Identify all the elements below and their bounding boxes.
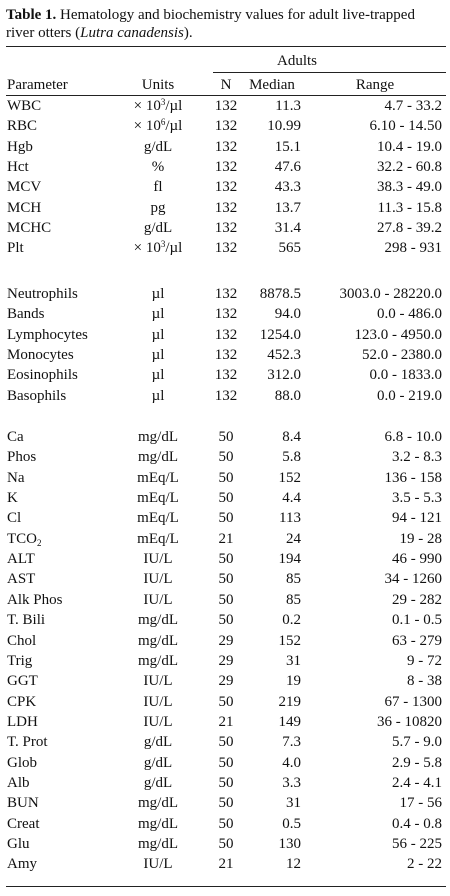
table-row [0, 611, 450, 630]
range-cell: 0.4 - 0.8 [392, 815, 442, 832]
range-cell: 0.0 - 486.0 [377, 306, 442, 323]
parameter-cell: MCHC [7, 220, 52, 237]
range-cell: 4.7 - 33.2 [384, 98, 442, 114]
units-cell: mg/dL [138, 429, 178, 445]
table-row [0, 693, 450, 712]
table-row [0, 550, 450, 569]
units-cell: mg/dL [138, 449, 178, 466]
table-row [0, 733, 450, 752]
parameter-cell: Lymphocytes [7, 326, 88, 343]
n-cell: 50 [218, 612, 234, 629]
header-range: Range [355, 77, 395, 93]
parameter-cell: Creat [7, 815, 40, 832]
median-cell: 24 [286, 530, 301, 547]
parameter-cell: MCV [7, 179, 42, 196]
median-cell: 88.0 [274, 387, 301, 404]
units-cell: µl [151, 367, 165, 384]
range-cell: 94 - 121 [392, 510, 442, 527]
n-cell: 21 [218, 713, 234, 730]
n-cell: 50 [218, 469, 234, 486]
range-cell: 63 - 279 [392, 632, 442, 649]
range-cell: 46 - 990 [392, 551, 442, 568]
median-cell: 1254.0 [259, 326, 301, 343]
table-row [0, 632, 450, 651]
table-row [0, 815, 450, 834]
range-cell: 298 - 931 [384, 240, 442, 257]
table-caption [6, 6, 446, 42]
header-units: Units [141, 77, 175, 93]
n-cell: 50 [218, 774, 234, 791]
table-row [0, 448, 450, 467]
table-row [0, 285, 450, 304]
parameter-cell: ALT [7, 551, 35, 568]
n-cell: 50 [218, 571, 234, 588]
parameter-cell: Ca [7, 429, 24, 445]
n-cell: 50 [218, 693, 234, 710]
range-cell: 6.10 - 14.50 [369, 118, 442, 135]
range-cell: 2.9 - 5.8 [392, 754, 442, 771]
table-row [0, 97, 450, 116]
parameter-cell: Glob [7, 754, 37, 771]
n-cell: 132 [214, 286, 238, 302]
median-cell: 130 [278, 836, 301, 852]
n-cell: 132 [214, 367, 238, 384]
table-row [0, 219, 450, 238]
range-cell: 36 - 10820 [377, 713, 442, 730]
n-cell: 50 [218, 836, 234, 852]
units-cell: g/dL [143, 220, 173, 237]
table-label: Table 1. [6, 7, 57, 23]
parameter-cell: LDH [7, 713, 38, 730]
parameter-cell: MCH [7, 199, 42, 216]
table-row [0, 239, 450, 258]
parameter-cell: Cl [7, 510, 22, 527]
n-cell: 50 [218, 815, 234, 832]
units-cell: × $10^3/\mu l$ [133, 239, 183, 257]
parameter-cell: Monocytes [7, 347, 74, 364]
units-cell: mg/dL [138, 652, 178, 669]
parameter-cell: Plt [7, 240, 24, 257]
n-cell: 50 [218, 734, 234, 751]
range-cell: 11.3 - 15.8 [377, 199, 442, 216]
median-cell: 219 [278, 693, 301, 710]
units-cell: g/dL [143, 774, 173, 791]
n-cell: 132 [214, 159, 238, 176]
table-row [0, 530, 450, 549]
header-median: Median [249, 77, 295, 93]
units-cell: mg/dL [138, 815, 178, 832]
units-cell: g/dL [143, 734, 173, 751]
parameter-cell: AST [7, 571, 36, 588]
median-cell: 194 [278, 551, 301, 568]
units-cell: mg/dL [138, 612, 178, 629]
range-cell: 29 - 282 [392, 591, 442, 608]
n-cell: 50 [218, 490, 234, 507]
median-cell: 4.0 [282, 754, 301, 771]
parameter-cell: Amy [7, 856, 37, 873]
median-cell: 85 [286, 591, 301, 608]
header-adults: Adults [276, 53, 318, 69]
table-row [0, 469, 450, 488]
range-cell: 6.8 - 10.0 [384, 429, 442, 445]
n-cell: 50 [218, 591, 234, 608]
bottom-rule [6, 886, 446, 887]
table-row [0, 652, 450, 671]
parameter-cell: K [7, 490, 18, 507]
parameter-cell: Hgb [7, 138, 33, 155]
range-cell: 27.8 - 39.2 [377, 220, 442, 237]
n-cell: 132 [214, 179, 238, 196]
units-cell: mEq/L [137, 510, 179, 527]
range-cell: 2.4 - 4.1 [392, 774, 442, 791]
header-rule [6, 95, 446, 96]
units-cell: % [151, 159, 165, 176]
table-row [0, 774, 450, 793]
units-cell: mEq/L [137, 469, 179, 486]
range-cell: 32.2 - 60.8 [377, 159, 442, 176]
median-cell: 0.5 [282, 815, 301, 832]
parameter-cell: Bands [7, 306, 45, 323]
parameter-cell: Na [7, 469, 25, 486]
table-row [0, 794, 450, 813]
n-cell: 132 [214, 118, 238, 135]
table-row [0, 305, 450, 324]
median-cell: 152 [278, 632, 301, 649]
table-row [0, 138, 450, 157]
units-cell: µl [151, 387, 165, 404]
table-row [0, 713, 450, 732]
table-row [0, 570, 450, 589]
parameter-cell: Trig [7, 652, 33, 669]
n-cell: 50 [218, 429, 234, 445]
median-cell: 8.4 [282, 429, 301, 445]
table-row [0, 855, 450, 874]
units-cell: IU/L [143, 591, 173, 608]
header-parameter: Parameter [7, 77, 68, 93]
n-cell: 132 [214, 220, 238, 237]
caption-text: Hematology and biochemistry values for adult live-trapped river otters ( [6, 7, 415, 41]
units-cell: mEq/L [137, 490, 179, 507]
caption-species: Lutra canadensis [80, 25, 184, 41]
n-cell: 50 [218, 510, 234, 527]
median-cell: 43.3 [274, 179, 301, 196]
units-cell: µl [151, 306, 165, 323]
parameter-cell: Basophils [7, 387, 67, 404]
median-cell: 13.7 [274, 199, 301, 216]
n-cell: 132 [214, 240, 238, 257]
units-cell: mg/dL [138, 836, 178, 852]
median-cell: 47.6 [274, 159, 301, 176]
median-cell: 113 [279, 510, 301, 527]
parameter-cell: T. Prot [7, 734, 48, 751]
n-cell: 50 [218, 449, 234, 466]
range-cell: 2 - 22 [407, 856, 442, 873]
units-cell: × $10^6/\mu l$ [133, 117, 183, 135]
median-cell: 12 [286, 856, 301, 873]
n-cell: 132 [214, 387, 238, 404]
parameter-cell: Phos [7, 449, 37, 466]
table-row [0, 326, 450, 345]
n-cell: 132 [214, 306, 238, 323]
units-cell: g/dL [143, 754, 173, 771]
median-cell: 7.3 [282, 734, 301, 751]
table-row [0, 591, 450, 610]
parameter-cell: Neutrophils [7, 286, 78, 302]
median-cell: 149 [278, 713, 301, 730]
units-cell: mEq/L [137, 530, 179, 547]
units-cell: IU/L [143, 551, 173, 568]
median-cell: 19 [286, 673, 301, 690]
range-cell: 19 - 28 [399, 530, 442, 547]
units-cell: IU/L [143, 571, 173, 588]
range-cell: 67 - 1300 [384, 693, 442, 710]
range-cell: 52.0 - 2380.0 [362, 347, 442, 364]
n-cell: 132 [214, 199, 238, 216]
range-cell: 3.2 - 8.3 [392, 449, 442, 466]
top-rule [6, 46, 446, 47]
n-cell: 21 [218, 530, 234, 547]
range-cell: 34 - 1260 [384, 571, 442, 588]
n-cell: 132 [214, 98, 238, 114]
units-cell: IU/L [143, 673, 173, 690]
range-cell: 56 - 225 [392, 836, 442, 852]
range-cell: 0.0 - 1833.0 [369, 367, 442, 384]
parameter-cell: T. Bili [7, 612, 46, 629]
parameter-cell: Eosinophils [7, 367, 78, 384]
median-cell: 8878.5 [259, 286, 301, 302]
median-cell: 31 [286, 652, 301, 669]
n-cell: 21 [218, 856, 234, 873]
n-cell: 132 [214, 347, 238, 364]
range-cell: 10.4 - 19.0 [377, 138, 442, 155]
median-cell: 312.0 [267, 367, 301, 384]
median-cell: 11.3 [275, 98, 301, 114]
header-n: N [220, 77, 232, 93]
range-cell: 9 - 72 [407, 652, 442, 669]
table-row [0, 509, 450, 528]
units-cell: pg [150, 199, 166, 216]
median-cell: 4.4 [282, 490, 301, 507]
table-row [0, 672, 450, 691]
parameter-cell: Glu [7, 836, 30, 852]
table-row [0, 366, 450, 385]
n-cell: 50 [218, 795, 234, 812]
parameter-cell: Hct [7, 159, 29, 176]
median-cell: 452.3 [267, 347, 301, 364]
median-cell: 0.2 [282, 612, 301, 629]
range-cell: 17 - 56 [399, 795, 442, 812]
n-cell: 132 [214, 138, 238, 155]
units-cell: mg/dL [138, 632, 178, 649]
units-cell: IU/L [143, 693, 173, 710]
median-cell: 94.0 [274, 306, 301, 323]
median-cell: 15.1 [274, 138, 301, 155]
table-row [0, 199, 450, 218]
n-cell: 29 [218, 652, 234, 669]
median-cell: 31 [286, 795, 301, 812]
units-cell: IU/L [143, 713, 173, 730]
units-cell: µl [151, 286, 165, 302]
table-row [0, 835, 450, 854]
parameter-cell: CPK [7, 693, 37, 710]
range-cell: 3003.0 - 28220.0 [339, 286, 442, 302]
n-cell: 29 [218, 673, 234, 690]
median-cell: 10.99 [267, 118, 301, 135]
table-row [0, 489, 450, 508]
units-cell: g/dL [143, 138, 173, 155]
table-row [0, 158, 450, 177]
median-cell: 5.8 [282, 449, 301, 466]
range-cell: 38.3 - 49.0 [377, 179, 442, 196]
n-cell: 132 [214, 326, 238, 343]
units-cell: IU/L [143, 856, 173, 873]
median-cell: 85 [286, 571, 301, 588]
range-cell: 3.5 - 5.3 [392, 490, 442, 507]
parameter-cell: Chol [7, 632, 37, 649]
table-row [0, 387, 450, 406]
parameter-cell: Alk Phos [7, 591, 63, 608]
table-row [0, 178, 450, 197]
range-cell: 136 - 158 [384, 469, 442, 486]
units-cell: × $10^3/\mu l$ [133, 97, 183, 114]
median-cell: 3.3 [282, 774, 301, 791]
parameter-cell: $TCO_2$ [7, 530, 42, 548]
units-cell: mg/dL [138, 795, 178, 812]
units-cell: µl [151, 326, 165, 343]
range-cell: 0.1 - 0.5 [392, 612, 442, 629]
range-cell: 8 - 38 [407, 673, 442, 690]
caption-close: ). [183, 25, 193, 41]
parameter-cell: RBC [7, 118, 38, 135]
parameter-cell: WBC [7, 98, 42, 114]
parameter-cell: GGT [7, 673, 38, 690]
table-row [0, 754, 450, 773]
group-rule [213, 72, 446, 73]
parameter-cell: BUN [7, 795, 39, 812]
table-row [0, 117, 450, 136]
n-cell: 50 [218, 551, 234, 568]
range-cell: 0.0 - 219.0 [377, 387, 442, 404]
range-cell: 5.7 - 9.0 [392, 734, 442, 751]
table-row [0, 346, 450, 365]
units-cell: fl [153, 179, 163, 196]
table-row [0, 428, 450, 447]
n-cell: 50 [218, 754, 234, 771]
median-cell: 31.4 [274, 220, 301, 237]
units-cell: µl [151, 347, 165, 364]
parameter-cell: Alb [7, 774, 30, 791]
n-cell: 29 [218, 632, 234, 649]
median-cell: 152 [278, 469, 301, 486]
median-cell: 565 [278, 240, 301, 257]
range-cell: 123.0 - 4950.0 [354, 326, 442, 343]
